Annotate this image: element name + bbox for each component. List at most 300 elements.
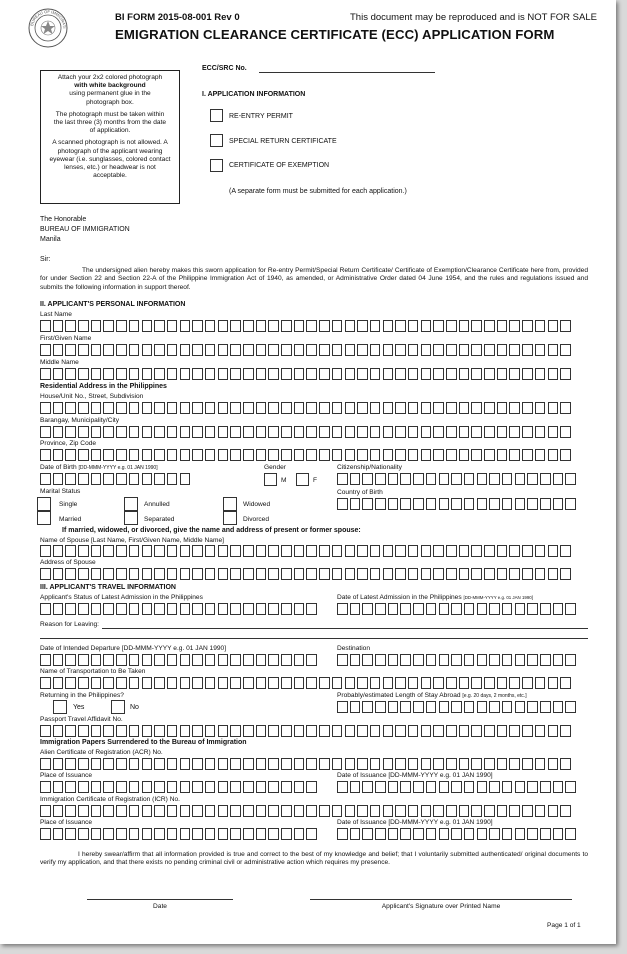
char-cell[interactable] [78, 654, 89, 666]
char-cell[interactable] [268, 758, 279, 770]
char-cell[interactable] [218, 654, 229, 666]
char-cell[interactable] [451, 781, 462, 793]
char-cell[interactable] [243, 781, 254, 793]
char-cell[interactable] [103, 320, 114, 332]
char-cell[interactable] [357, 677, 368, 689]
char-cell[interactable] [281, 344, 292, 356]
char-cell[interactable] [439, 603, 450, 615]
char-cell[interactable] [40, 677, 51, 689]
char-cell[interactable] [451, 473, 462, 485]
char-cell[interactable] [180, 473, 191, 485]
char-cell[interactable] [515, 603, 526, 615]
char-cell[interactable] [192, 344, 203, 356]
char-cell[interactable] [167, 781, 178, 793]
char-cell[interactable] [548, 545, 559, 557]
date-signature-line[interactable] [87, 899, 233, 900]
char-cell[interactable] [522, 568, 533, 580]
char-cell[interactable] [548, 725, 559, 737]
returning-no-checkbox[interactable] [111, 700, 125, 714]
char-cell[interactable] [53, 320, 64, 332]
char-cell[interactable] [192, 545, 203, 557]
char-cell[interactable] [268, 545, 279, 557]
single-checkbox[interactable] [37, 497, 51, 511]
char-cell[interactable] [375, 473, 386, 485]
char-cell[interactable] [306, 344, 317, 356]
char-cell[interactable] [471, 426, 482, 438]
char-cell[interactable] [362, 654, 373, 666]
char-cell[interactable] [446, 368, 457, 380]
char-cell[interactable] [129, 725, 140, 737]
char-cell[interactable] [459, 449, 470, 461]
char-cell[interactable] [53, 426, 64, 438]
char-cell[interactable] [142, 725, 153, 737]
char-cell[interactable] [306, 402, 317, 414]
char-cell[interactable] [167, 545, 178, 557]
char-cell[interactable] [78, 426, 89, 438]
char-cell[interactable] [383, 758, 394, 770]
char-cell[interactable] [230, 828, 241, 840]
char-cell[interactable] [192, 654, 203, 666]
char-cell[interactable] [408, 758, 419, 770]
char-cell[interactable] [281, 828, 292, 840]
char-cell[interactable] [78, 449, 89, 461]
char-cell[interactable] [154, 654, 165, 666]
char-cell[interactable] [370, 677, 381, 689]
char-cell[interactable] [192, 402, 203, 414]
char-cell[interactable] [527, 828, 538, 840]
char-cell[interactable] [319, 805, 330, 817]
char-cell[interactable] [421, 677, 432, 689]
char-cell[interactable] [446, 320, 457, 332]
char-cell[interactable] [205, 677, 216, 689]
char-cell[interactable] [129, 545, 140, 557]
char-cell[interactable] [540, 828, 551, 840]
char-cell[interactable] [395, 449, 406, 461]
char-cell[interactable] [218, 828, 229, 840]
char-cell[interactable] [142, 828, 153, 840]
char-cell[interactable] [256, 677, 267, 689]
char-cell[interactable] [243, 426, 254, 438]
char-cell[interactable] [350, 654, 361, 666]
char-cell[interactable] [509, 344, 520, 356]
char-cell[interactable] [205, 568, 216, 580]
char-cell[interactable] [400, 781, 411, 793]
char-cell[interactable] [357, 344, 368, 356]
char-cell[interactable] [337, 473, 348, 485]
char-cell[interactable] [345, 368, 356, 380]
separated-checkbox[interactable] [124, 511, 138, 525]
char-cell[interactable] [413, 828, 424, 840]
char-cell[interactable] [129, 805, 140, 817]
char-cell[interactable] [421, 758, 432, 770]
char-cell[interactable] [509, 545, 520, 557]
char-cell[interactable] [78, 473, 89, 485]
char-cell[interactable] [167, 473, 178, 485]
char-cell[interactable] [502, 828, 513, 840]
char-cell[interactable] [91, 473, 102, 485]
photo-box[interactable] [40, 70, 180, 204]
char-cell[interactable] [497, 805, 508, 817]
char-cell[interactable] [332, 344, 343, 356]
char-cell[interactable] [243, 725, 254, 737]
char-cell[interactable] [565, 603, 576, 615]
char-cell[interactable] [395, 402, 406, 414]
char-cell[interactable] [553, 654, 564, 666]
char-cell[interactable] [400, 828, 411, 840]
char-cell[interactable] [421, 368, 432, 380]
char-cell[interactable] [560, 725, 571, 737]
char-cell[interactable] [268, 725, 279, 737]
char-cell[interactable] [484, 758, 495, 770]
char-cell[interactable] [218, 402, 229, 414]
char-cell[interactable] [565, 701, 576, 713]
char-cell[interactable] [540, 473, 551, 485]
char-cell[interactable] [408, 426, 419, 438]
char-cell[interactable] [103, 654, 114, 666]
char-cell[interactable] [116, 758, 127, 770]
char-cell[interactable] [230, 568, 241, 580]
char-cell[interactable] [319, 368, 330, 380]
char-cell[interactable] [383, 449, 394, 461]
char-cell[interactable] [103, 805, 114, 817]
spouse-name-grid[interactable] [40, 545, 573, 557]
char-cell[interactable] [256, 344, 267, 356]
char-cell[interactable] [91, 654, 102, 666]
char-cell[interactable] [484, 449, 495, 461]
char-cell[interactable] [319, 344, 330, 356]
applicant-signature-line[interactable] [310, 899, 572, 900]
char-cell[interactable] [560, 368, 571, 380]
char-cell[interactable] [337, 828, 348, 840]
char-cell[interactable] [167, 449, 178, 461]
char-cell[interactable] [433, 368, 444, 380]
char-cell[interactable] [230, 426, 241, 438]
char-cell[interactable] [553, 701, 564, 713]
char-cell[interactable] [527, 473, 538, 485]
char-cell[interactable] [388, 654, 399, 666]
married-checkbox[interactable] [37, 511, 51, 525]
char-cell[interactable] [362, 603, 373, 615]
char-cell[interactable] [515, 781, 526, 793]
char-cell[interactable] [268, 368, 279, 380]
char-cell[interactable] [256, 725, 267, 737]
char-cell[interactable] [497, 725, 508, 737]
char-cell[interactable] [357, 368, 368, 380]
char-cell[interactable] [306, 603, 317, 615]
char-cell[interactable] [91, 677, 102, 689]
char-cell[interactable] [332, 320, 343, 332]
char-cell[interactable] [53, 402, 64, 414]
char-cell[interactable] [180, 828, 191, 840]
char-cell[interactable] [65, 320, 76, 332]
char-cell[interactable] [192, 758, 203, 770]
char-cell[interactable] [489, 781, 500, 793]
char-cell[interactable] [388, 828, 399, 840]
reason-line-2[interactable] [40, 638, 588, 639]
char-cell[interactable] [497, 426, 508, 438]
char-cell[interactable] [337, 603, 348, 615]
char-cell[interactable] [522, 725, 533, 737]
char-cell[interactable] [218, 545, 229, 557]
char-cell[interactable] [256, 568, 267, 580]
char-cell[interactable] [154, 828, 165, 840]
char-cell[interactable] [65, 344, 76, 356]
char-cell[interactable] [294, 449, 305, 461]
char-cell[interactable] [540, 701, 551, 713]
char-cell[interactable] [540, 781, 551, 793]
char-cell[interactable] [192, 725, 203, 737]
char-cell[interactable] [319, 402, 330, 414]
char-cell[interactable] [515, 654, 526, 666]
char-cell[interactable] [433, 320, 444, 332]
char-cell[interactable] [243, 320, 254, 332]
char-cell[interactable] [439, 498, 450, 510]
char-cell[interactable] [167, 320, 178, 332]
char-cell[interactable] [294, 568, 305, 580]
char-cell[interactable] [477, 654, 488, 666]
char-cell[interactable] [357, 402, 368, 414]
char-cell[interactable] [388, 498, 399, 510]
char-cell[interactable] [142, 320, 153, 332]
char-cell[interactable] [319, 426, 330, 438]
char-cell[interactable] [560, 402, 571, 414]
char-cell[interactable] [218, 805, 229, 817]
char-cell[interactable] [154, 368, 165, 380]
char-cell[interactable] [116, 344, 127, 356]
char-cell[interactable] [560, 320, 571, 332]
char-cell[interactable] [103, 568, 114, 580]
char-cell[interactable] [281, 725, 292, 737]
char-cell[interactable] [527, 701, 538, 713]
char-cell[interactable] [129, 449, 140, 461]
char-cell[interactable] [395, 568, 406, 580]
char-cell[interactable] [281, 603, 292, 615]
char-cell[interactable] [459, 568, 470, 580]
char-cell[interactable] [502, 701, 513, 713]
char-cell[interactable] [40, 449, 51, 461]
char-cell[interactable] [243, 603, 254, 615]
char-cell[interactable] [129, 828, 140, 840]
char-cell[interactable] [433, 677, 444, 689]
char-cell[interactable] [142, 758, 153, 770]
char-cell[interactable] [129, 473, 140, 485]
char-cell[interactable] [205, 368, 216, 380]
char-cell[interactable] [535, 426, 546, 438]
char-cell[interactable] [154, 545, 165, 557]
char-cell[interactable] [281, 402, 292, 414]
char-cell[interactable] [218, 368, 229, 380]
char-cell[interactable] [281, 368, 292, 380]
char-cell[interactable] [256, 654, 267, 666]
date-admission-grid[interactable] [337, 603, 578, 615]
char-cell[interactable] [243, 545, 254, 557]
char-cell[interactable] [306, 568, 317, 580]
char-cell[interactable] [408, 402, 419, 414]
char-cell[interactable] [413, 781, 424, 793]
char-cell[interactable] [256, 368, 267, 380]
char-cell[interactable] [522, 402, 533, 414]
char-cell[interactable] [433, 545, 444, 557]
char-cell[interactable] [375, 701, 386, 713]
char-cell[interactable] [421, 402, 432, 414]
char-cell[interactable] [565, 654, 576, 666]
char-cell[interactable] [40, 781, 51, 793]
char-cell[interactable] [142, 402, 153, 414]
char-cell[interactable] [395, 344, 406, 356]
char-cell[interactable] [65, 828, 76, 840]
char-cell[interactable] [243, 805, 254, 817]
char-cell[interactable] [192, 449, 203, 461]
char-cell[interactable] [142, 654, 153, 666]
char-cell[interactable] [471, 368, 482, 380]
char-cell[interactable] [357, 545, 368, 557]
char-cell[interactable] [167, 654, 178, 666]
char-cell[interactable] [230, 368, 241, 380]
char-cell[interactable] [433, 402, 444, 414]
char-cell[interactable] [167, 344, 178, 356]
char-cell[interactable] [294, 654, 305, 666]
char-cell[interactable] [78, 677, 89, 689]
char-cell[interactable] [439, 828, 450, 840]
char-cell[interactable] [350, 498, 361, 510]
char-cell[interactable] [337, 654, 348, 666]
char-cell[interactable] [91, 781, 102, 793]
char-cell[interactable] [268, 320, 279, 332]
char-cell[interactable] [332, 545, 343, 557]
char-cell[interactable] [180, 677, 191, 689]
char-cell[interactable] [306, 654, 317, 666]
char-cell[interactable] [205, 828, 216, 840]
char-cell[interactable] [65, 545, 76, 557]
char-cell[interactable] [142, 426, 153, 438]
char-cell[interactable] [560, 758, 571, 770]
char-cell[interactable] [103, 449, 114, 461]
middle-name-grid[interactable] [40, 368, 573, 380]
char-cell[interactable] [548, 320, 559, 332]
char-cell[interactable] [294, 320, 305, 332]
char-cell[interactable] [65, 781, 76, 793]
char-cell[interactable] [502, 603, 513, 615]
char-cell[interactable] [332, 568, 343, 580]
char-cell[interactable] [230, 725, 241, 737]
char-cell[interactable] [548, 344, 559, 356]
char-cell[interactable] [522, 320, 533, 332]
char-cell[interactable] [129, 344, 140, 356]
char-cell[interactable] [357, 758, 368, 770]
char-cell[interactable] [408, 677, 419, 689]
char-cell[interactable] [553, 603, 564, 615]
char-cell[interactable] [400, 654, 411, 666]
char-cell[interactable] [218, 449, 229, 461]
char-cell[interactable] [103, 473, 114, 485]
char-cell[interactable] [268, 344, 279, 356]
char-cell[interactable] [319, 545, 330, 557]
char-cell[interactable] [294, 805, 305, 817]
char-cell[interactable] [192, 677, 203, 689]
char-cell[interactable] [268, 449, 279, 461]
char-cell[interactable] [268, 426, 279, 438]
char-cell[interactable] [167, 677, 178, 689]
char-cell[interactable] [560, 449, 571, 461]
char-cell[interactable] [477, 828, 488, 840]
char-cell[interactable] [497, 449, 508, 461]
char-cell[interactable] [421, 568, 432, 580]
char-cell[interactable] [362, 701, 373, 713]
char-cell[interactable] [421, 426, 432, 438]
char-cell[interactable] [489, 701, 500, 713]
char-cell[interactable] [459, 344, 470, 356]
char-cell[interactable] [388, 781, 399, 793]
char-cell[interactable] [345, 344, 356, 356]
char-cell[interactable] [154, 344, 165, 356]
char-cell[interactable] [560, 568, 571, 580]
char-cell[interactable] [218, 725, 229, 737]
char-cell[interactable] [294, 758, 305, 770]
char-cell[interactable] [230, 805, 241, 817]
char-cell[interactable] [243, 344, 254, 356]
char-cell[interactable] [497, 402, 508, 414]
char-cell[interactable] [116, 654, 127, 666]
first-name-grid[interactable] [40, 344, 573, 356]
char-cell[interactable] [65, 677, 76, 689]
char-cell[interactable] [218, 781, 229, 793]
char-cell[interactable] [484, 368, 495, 380]
char-cell[interactable] [281, 805, 292, 817]
char-cell[interactable] [268, 781, 279, 793]
char-cell[interactable] [345, 568, 356, 580]
char-cell[interactable] [446, 426, 457, 438]
char-cell[interactable] [439, 781, 450, 793]
char-cell[interactable] [65, 402, 76, 414]
char-cell[interactable] [395, 426, 406, 438]
char-cell[interactable] [192, 805, 203, 817]
char-cell[interactable] [433, 449, 444, 461]
char-cell[interactable] [439, 473, 450, 485]
char-cell[interactable] [459, 677, 470, 689]
char-cell[interactable] [116, 805, 127, 817]
char-cell[interactable] [548, 805, 559, 817]
char-cell[interactable] [522, 426, 533, 438]
char-cell[interactable] [230, 603, 241, 615]
char-cell[interactable] [192, 603, 203, 615]
char-cell[interactable] [535, 725, 546, 737]
char-cell[interactable] [477, 473, 488, 485]
char-cell[interactable] [129, 677, 140, 689]
char-cell[interactable] [129, 426, 140, 438]
char-cell[interactable] [103, 758, 114, 770]
char-cell[interactable] [167, 402, 178, 414]
last-name-grid[interactable] [40, 320, 573, 332]
char-cell[interactable] [116, 473, 127, 485]
char-cell[interactable] [91, 603, 102, 615]
char-cell[interactable] [167, 368, 178, 380]
char-cell[interactable] [142, 545, 153, 557]
char-cell[interactable] [53, 677, 64, 689]
char-cell[interactable] [129, 320, 140, 332]
char-cell[interactable] [535, 545, 546, 557]
char-cell[interactable] [256, 426, 267, 438]
char-cell[interactable] [509, 677, 520, 689]
char-cell[interactable] [464, 654, 475, 666]
char-cell[interactable] [78, 725, 89, 737]
char-cell[interactable] [560, 677, 571, 689]
char-cell[interactable] [167, 805, 178, 817]
char-cell[interactable] [509, 368, 520, 380]
char-cell[interactable] [535, 368, 546, 380]
char-cell[interactable] [522, 677, 533, 689]
char-cell[interactable] [65, 603, 76, 615]
char-cell[interactable] [400, 498, 411, 510]
